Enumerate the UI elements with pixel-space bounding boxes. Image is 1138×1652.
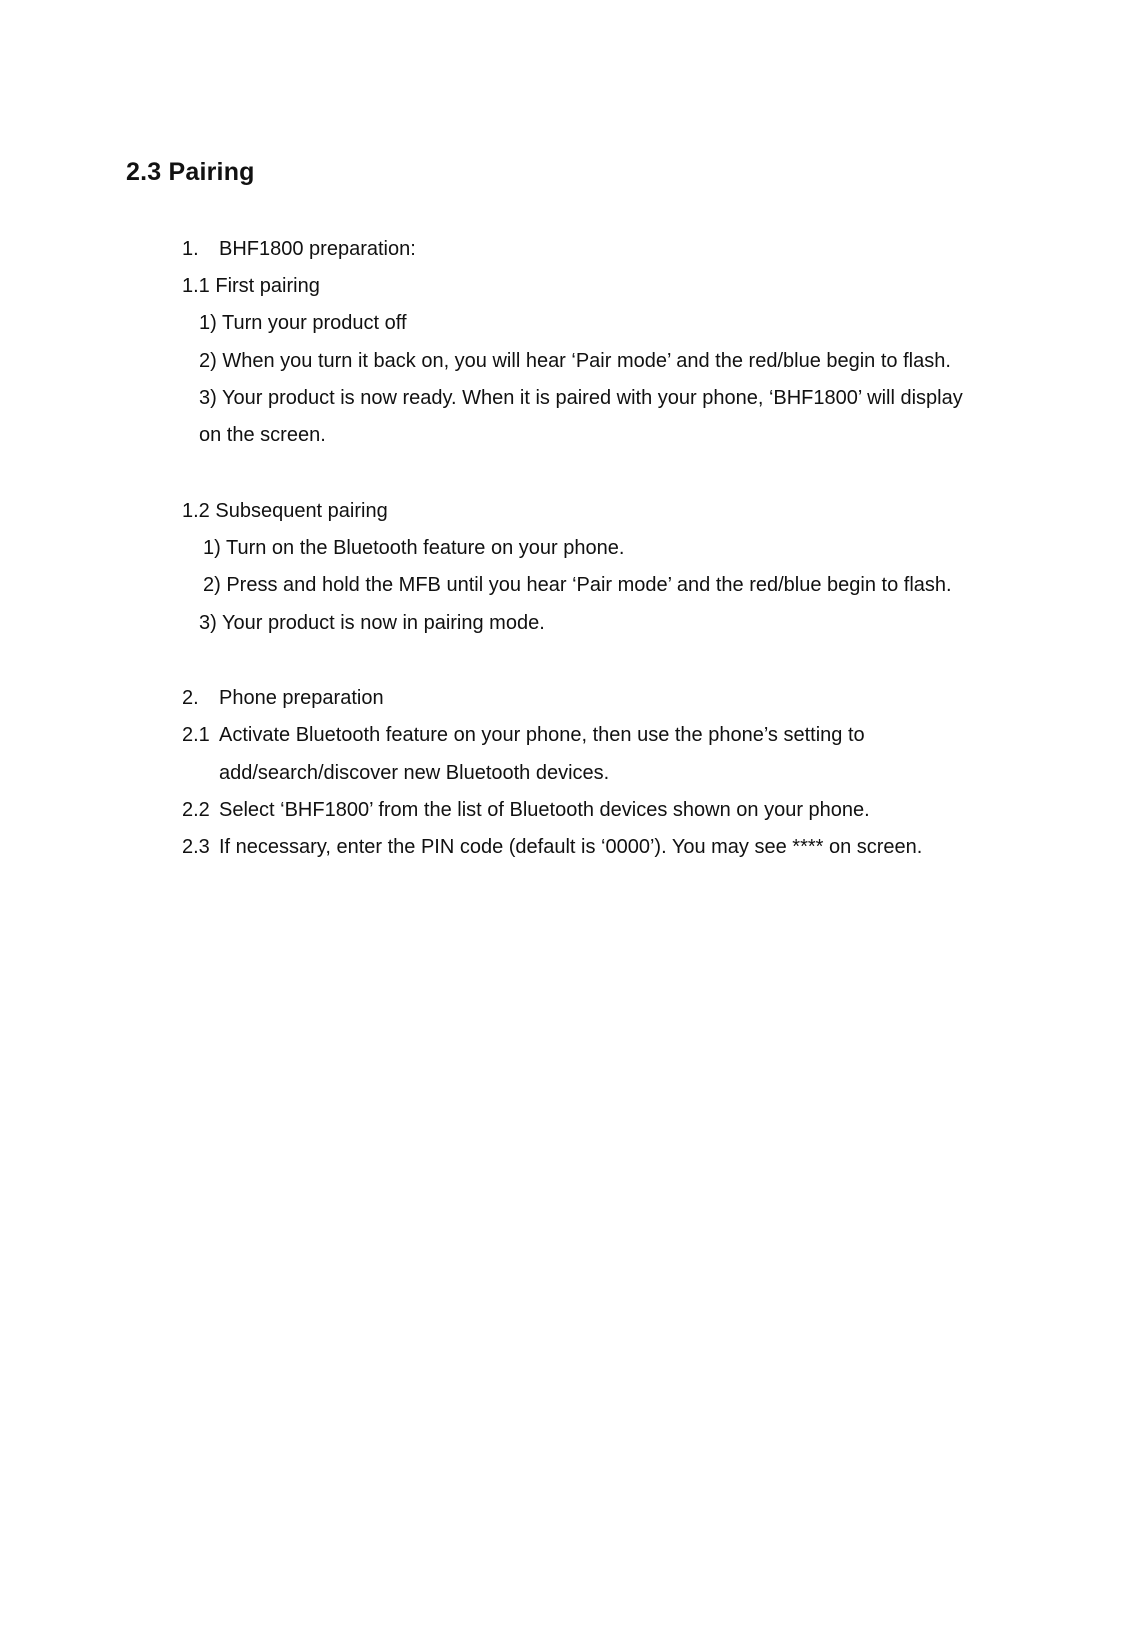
phone-step-number: 2.1 [182,724,210,746]
phone-step-text: Select ‘BHF1800’ from the list of Bluetooth devices shown on your phone. [219,799,870,821]
first-pairing-step-1: 1) Turn your product off [199,312,407,334]
first-pairing-step-2: 2) When you turn it back on, you will hear ‘Pair mode’ and the red/blue begin to flash. [199,350,951,372]
first-pairing-step-3-continued: on the screen. [199,424,326,446]
subsequent-pairing-step-3: 3) Your product is now in pairing mode. [199,612,545,634]
subsequent-pairing-step-2: 2) Press and hold the MFB until you hear ‘Pair mode’ and the red/blue begin to flash. [203,574,952,596]
subsequent-pairing-title: 1.2 Subsequent pairing [182,500,388,522]
section-2-number: 2. [182,687,199,709]
phone-step-number: 2.2 [182,799,210,821]
phone-step-number: 2.3 [182,836,210,858]
first-pairing-title: 1.1 First pairing [182,275,320,297]
section-1-number: 1. [182,238,199,260]
section-2-title: Phone preparation [219,687,384,709]
first-pairing-step-3: 3) Your product is now ready. When it is paired with your phone, ‘BHF1800’ will display [199,387,963,409]
phone-step-text-continued: add/search/discover new Bluetooth devices. [219,762,610,784]
section-1-title: BHF1800 preparation: [219,238,416,260]
page-heading: 2.3 Pairing [126,158,255,186]
phone-step-text: If necessary, enter the PIN code (default is ‘0000’). You may see **** on screen. [219,836,923,858]
subsequent-pairing-step-1: 1) Turn on the Bluetooth feature on your phone. [203,537,625,559]
phone-step-text: Activate Bluetooth feature on your phone, then use the phone’s setting to [219,724,865,746]
